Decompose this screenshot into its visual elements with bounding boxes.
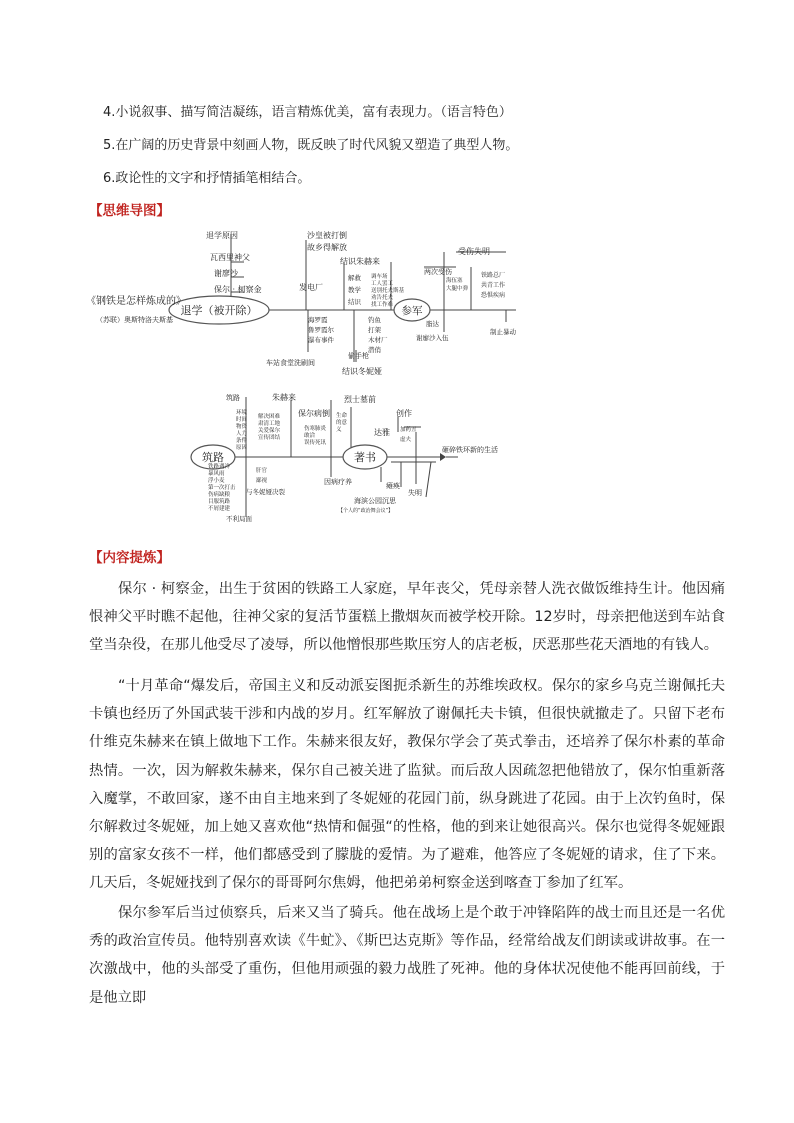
mind-map-canvas — [86, 222, 536, 527]
road-reason-4: 人力 — [236, 431, 248, 437]
army-right-2: 共青工作 — [481, 282, 506, 289]
road-reason-2: 时间 — [236, 417, 248, 423]
mind-map — [86, 222, 536, 527]
road-title: 筑路 — [226, 394, 240, 402]
road-zhu-sub-2: 肃清工地 — [258, 421, 281, 427]
pistol: 偷手枪 — [348, 352, 369, 360]
army-bottom-1: 脂达 — [426, 320, 439, 328]
node-road: 筑路 — [202, 451, 224, 464]
road-bottom-3: 浮小麦 — [208, 478, 225, 484]
road-bottom2-2: 鄙视 — [256, 478, 268, 484]
army-sub-3: 大腿中弹 — [446, 286, 469, 292]
dropout-reason-title: 退学原因 — [206, 231, 238, 240]
army-right-1: 铁路总厂 — [481, 272, 506, 279]
top-mid-1: 沙皇被打倒 — [307, 231, 347, 240]
road-reason-5: 条件 — [236, 438, 248, 444]
dropout-reason-1: 瓦西里神父 — [210, 253, 250, 262]
power-plant: 发电厂 — [299, 283, 323, 292]
dropout-bottom-1: 海罗霞 — [308, 316, 328, 324]
martyr-sub-3: 义 — [336, 427, 342, 433]
meet-tonia: 结识冬妮娅 — [342, 367, 382, 376]
paul-ill-sub-2: 敢洽 — [304, 433, 316, 439]
road-reason-1: 环境 — [236, 410, 248, 416]
dropout-bottom2-4: 潜俏 — [368, 346, 381, 354]
create-sub-2: 虚夫 — [400, 437, 412, 443]
paragraph-3: 保尔参军后当过侦察兵，后来又当了骑兵。他在战场上是个敢于冲锋陷阵的战士而且还是一名优秀的政治宣传员。他特别喜欢读《牛虻》、《斯巴达克斯》等作品，经常给战友们朗读或讲故事。在一次激战中，他的头部受了重伤，但他用顽强的毅力战胜了死神。他的身体状况使他不能再回前线，于是他立即 — [89, 905, 725, 1006]
content-heading: 【内容提炼】 — [89, 550, 170, 566]
top-mid-2: 故乡得解放 — [307, 243, 347, 252]
book-title: 《钢铁是怎样炼成的》 — [86, 296, 186, 307]
meet-zhu: 结识朱赫来 — [340, 257, 380, 266]
dropout-bottom2-3: 木材厂 — [368, 336, 388, 344]
node-write: 著书 — [354, 451, 376, 464]
book-author: （苏联）奥斯特洛夫斯基 — [96, 316, 173, 324]
injured: 受伤失明 — [458, 247, 490, 256]
canteen: 车站食堂洗刷间 — [266, 359, 315, 367]
army-sub-2: 海伍塞 — [446, 278, 463, 284]
daya: 达雅 — [374, 428, 390, 437]
feature-item-5: 5.在广阔的历史背景中刻画人物，既反映了时代风貌又塑造了典型人物。 — [103, 138, 519, 153]
seaside-note: 【个人的“政治舞会议”】 — [338, 508, 394, 514]
node-army: 参军 — [401, 305, 423, 317]
road-zhu-sub-3: 关爱保尔 — [258, 428, 281, 434]
road-bottom-2: 暴风雨 — [208, 471, 225, 477]
seaside: 海滨公园沉思 — [354, 497, 396, 505]
tonia-break: 与冬妮娅决裂 — [246, 488, 285, 496]
blind: 失明 — [408, 489, 422, 497]
road-bottom2-1: 肝官 — [256, 468, 268, 474]
army-right-3: 恐惧疾病 — [481, 292, 506, 299]
road-bottom-7: 不屑建建 — [208, 506, 231, 512]
road-bottom-5: 伤病缺粮 — [208, 492, 231, 498]
paragraph-2: “十月革命“爆发后，帝国主义和反动派妄图扼杀新生的苏维埃政权。保尔的家乡乌克兰谢佩托夫卡镇也经历了外国武装干涉和内战的岁月。红军解放了谢佩托夫卡镇，但很快就撤走了。只留下老布什维克朱赫来在镇上做地下工作。朱赫来很友好，教保尔学会了英式拳击，还培养了保尔朴素的革命热情。一次，因为解救朱赫来，保尔自己被关进了监狱。而后敌人因疏忽把他错放了，保尔怕重新落入魔掌，不敢回家，遂不由自主地来到了冬妮娅的花园门前，纵身跳进了花园。由于上次钓鱼时，保尔解救过冬妮娅，加上她又喜欢他“热情和倔强“的性格，他的到来让她很高兴。保尔也觉得冬妮娅跟别的富家女孩不一样，他们都感受到了朦胧的爱情。为了避难，他答应了冬妮娅的请求，住了下来。几天后，冬妮娅找到了保尔的哥哥阿尔焦姆，他把弟弟柯察金送到喀查丁参加了红军。 — [89, 678, 725, 892]
army-sub-1: 两次受伤 — [424, 268, 452, 276]
paragraph-1: 保尔 · 柯察金，出生于贫困的铁路工人家庭，早年丧父，凭母亲替人洗衣做饭维持生计。他因痛恨神父平时瞧不起他，往神父家的复活节蛋糕上撒烟灰而被学校开除。12岁时，母亲把他送到车站食堂当杂役，在那儿他受尽了凌辱，所以他憎恨那些欺压穷人的店老板，厌恶那些花天酒地的有钱人。 — [89, 581, 725, 654]
road-reason-3: 物资 — [236, 424, 248, 430]
zhu-sub-3: 送别托夫斯基 — [371, 288, 405, 294]
road-zhu-sub-1: 解决困难 — [258, 414, 281, 420]
martyr-sub-1: 生命 — [336, 413, 348, 419]
dropout-bottom2-2: 打架 — [368, 326, 381, 334]
road-reason-6: 原因 — [236, 445, 248, 451]
bad-weather: 不利局面 — [226, 515, 252, 523]
martyr: 烈士墓前 — [344, 395, 376, 404]
zhu-sub-2: 工人罢工 — [371, 281, 394, 287]
martyr-sub-2: 的意 — [336, 420, 348, 426]
dropout-bottom2-1: 钓鱼 — [368, 316, 381, 324]
feature-item-4: 4.小说叙事、描写简洁凝练，语言精炼优美，富有表现力。（语言特色） — [103, 105, 512, 120]
feature-item-6: 6.政论性的文字和抒情插笔相结合。 — [103, 171, 311, 186]
dropout-bottom-2: 鲁罗霞尔 — [308, 326, 334, 334]
army-bottom-3: 制止暴动 — [490, 328, 516, 336]
paul-ill: 保尔病倒 — [298, 409, 330, 418]
zhu-sub-5: 找工作难 — [371, 302, 394, 308]
create: 创作 — [396, 409, 412, 418]
army-bottom-2: 谢廖沙入伍 — [416, 334, 449, 342]
recuperate: 因病疗养 — [324, 478, 352, 486]
paralysis: 瘫痪 — [386, 482, 400, 490]
dropout-bottom-3: 瀑布事件 — [308, 336, 334, 344]
road-zhu-sub-4: 宣传团结 — [258, 435, 281, 441]
road-bottom-6: 目服筑路 — [208, 499, 231, 505]
road-bottom-1: 铁路遇冷 — [208, 464, 231, 470]
create-sub-1: 加药丑 — [400, 427, 417, 433]
paul-ill-sub-1: 伤寒肺炎 — [304, 426, 327, 432]
mindmap-heading: 【思维导图】 — [89, 203, 170, 219]
zhu-detail-2: 教学 — [348, 286, 361, 294]
dropout-reason-3: 保尔 · 柯察金 — [214, 285, 262, 294]
zhu-sub-1: 调车场 — [371, 274, 388, 280]
zhu-detail-1: 解救 — [348, 274, 361, 282]
zhu-detail-3: 结识 — [348, 298, 361, 306]
zhu-sub-4: 劝告托夫 — [371, 295, 394, 301]
dropout-reason-2: 谢廖沙 — [214, 269, 238, 278]
new-life: 砸碎铁环新的生活 — [442, 446, 498, 454]
road-zhu: 朱赫来 — [272, 393, 296, 402]
road-bottom-4: 第一次打击 — [208, 485, 236, 491]
paul-ill-sub-3: 误传死讯 — [304, 440, 327, 446]
node-dropout: 退学（被开除） — [180, 304, 258, 317]
